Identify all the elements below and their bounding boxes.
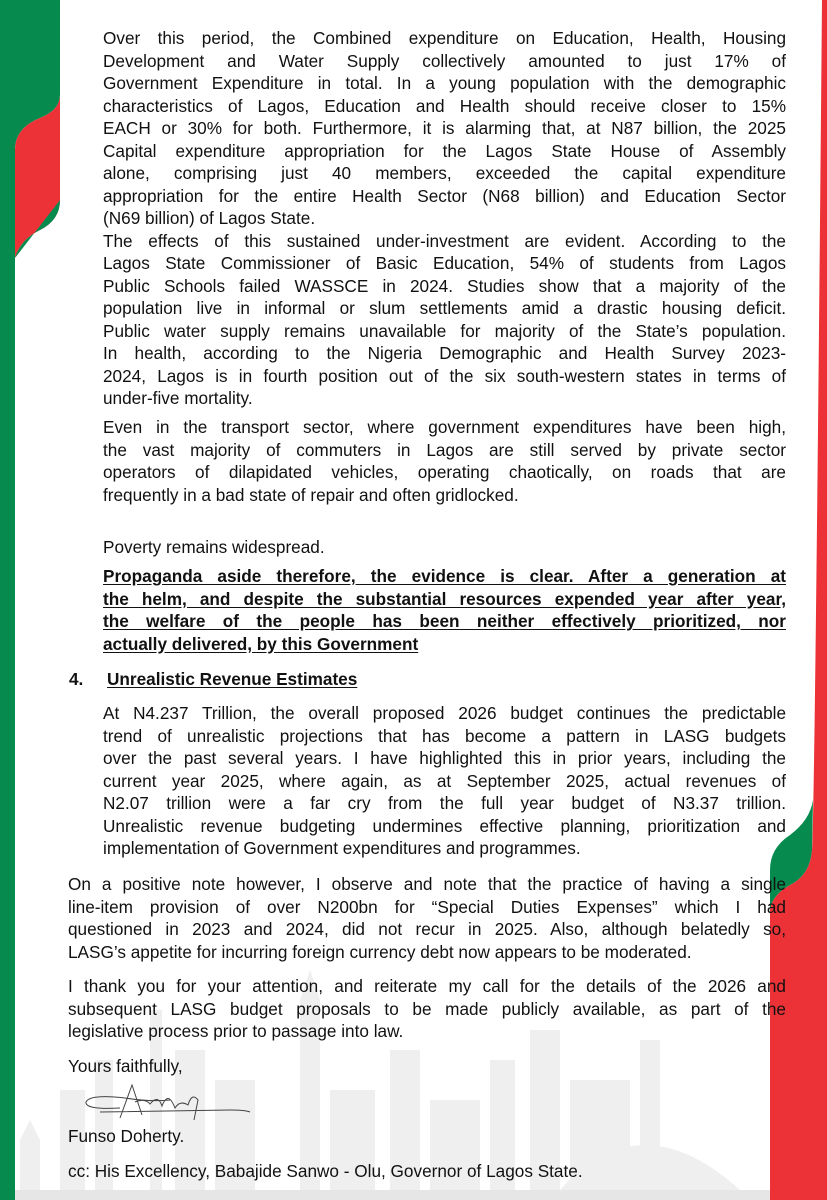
text-line: legislative process prior to passage into law. [68, 1021, 404, 1041]
text-line: population live in informal or slum settlements amid a drastic housing deficit. [103, 298, 786, 318]
text-line: questioned in 2023 and 2024, did not recur in 2025. Also, although belatedly so, [68, 919, 786, 939]
text-line: The effects of this sustained under-investment are evident. According to the [103, 230, 786, 251]
text-line: the helm, and despite the substantial resources expended year after year, [103, 588, 786, 609]
text-line: At N4.237 Trillion, the overall proposed 2026 budget continues the predictable [103, 703, 786, 723]
text-line: Funso Doherty. [68, 1126, 185, 1146]
paragraph-cc [68, 1160, 786, 1183]
text-line: Capital expenditure appropriation for the Lagos State House of Assembly [103, 140, 786, 161]
text-line: In health, according to the Nigeria Demographic and Health Survey 2023- [103, 343, 786, 363]
text-line: I thank you for your attention, and reiterate my call for the details of the 2026 and [68, 976, 786, 996]
paragraph-p7 [68, 873, 786, 963]
text-line: Even in the transport sector, where government expenditures have been high, [103, 417, 786, 437]
text-line: appropriation for the entire Health Sector (N68 billion) and Education Sector [103, 185, 786, 206]
text-line: operators of dilapidated vehicles, operating chaotically, on roads that are [103, 462, 786, 482]
text-line: frequently in a bad state of repair and often gridlocked. [103, 484, 519, 505]
text-line: subsequent LASG budget proposals to be made publicly available, as part of the [68, 998, 786, 1019]
paragraph-p1 [103, 27, 786, 230]
text-line: the vast majority of commuters in Lagos are still served by private sector [103, 439, 786, 460]
paragraph-p4 [103, 536, 786, 559]
text-line: implementation of Government expenditures and programmes. [103, 838, 581, 858]
paragraph-p5 [103, 565, 786, 655]
text-line: trend of unrealistic projections that has become a pattern in LASG budgets [103, 725, 786, 746]
text-line: Lagos State Commissioner of Basic Education, 54% of students from Lagos [103, 253, 786, 273]
text-line: Public Schools failed WASSCE in 2024. Studies show that a majority of the [103, 275, 786, 296]
text-line: N2.07 trillion were a far cry from the full year budget of N3.37 trillion. [103, 793, 786, 813]
text-line: over the past several years. I have highlighted this in prior years, including the [103, 748, 786, 768]
text-line: LASG’s appetite for incurring foreign currency debt now appears to be moderated. [68, 941, 692, 962]
text-line: Yours faithfully, [68, 1056, 183, 1076]
text-line: 2024, Lagos is in fourth position out of the six south-western states in terms of [103, 365, 786, 386]
text-line: cc: His Excellency, Babajide Sanwo - Olu, Governor of Lagos State. [68, 1161, 583, 1181]
paragraph-name [68, 1125, 786, 1148]
text-line: characteristics of Lagos, Education and Health should receive closer to 15% [103, 95, 786, 116]
text-line: Over this period, the Combined expenditure on Education, Health, Housing [103, 28, 786, 48]
section-title: Unrealistic Revenue Estimates [107, 669, 358, 689]
text-line: Government Expenditure in total. In a young population with the demographic [103, 73, 786, 93]
text-line: alone, comprising just 40 members, exceeded the capital expenditure [103, 163, 786, 183]
text-line: actually delivered, by this Government [103, 633, 419, 654]
text-line: Unrealistic revenue budgeting undermines effective planning, prioritization and [103, 815, 786, 836]
paragraph-p3 [103, 416, 786, 506]
text-line: (N69 billion) of Lagos State. [103, 208, 316, 228]
text-line: current year 2025, where again, as at September 2025, actual revenues of [103, 770, 786, 791]
text-line: Propaganda aside therefore, the evidence is clear. After a generation at [103, 566, 786, 586]
text-line: On a positive note however, I observe and note that the practice of having a single [68, 874, 786, 894]
section-number: 4. [69, 669, 84, 689]
signature [80, 1080, 255, 1125]
text-line: line-item provision of over N200bn for “Special Duties Expenses” which I had [68, 896, 786, 917]
text-line: Development and Water Supply collectively amounted to just 17% of [103, 50, 786, 71]
text-line: under-five mortality. [103, 388, 253, 408]
paragraph-closing [68, 1055, 786, 1078]
text-line: Public water supply remains unavailable for majority of the State’s population. [103, 320, 786, 341]
text-line: EACH or 30% for both. Furthermore, it is alarming that, at N87 billion, the 2025 [103, 118, 786, 138]
text-line: Poverty remains widespread. [103, 537, 325, 557]
paragraph-p2 [103, 230, 786, 410]
paragraph-p8 [68, 975, 786, 1043]
text-line: the welfare of the people has been neither effectively prioritized, nor [103, 611, 786, 631]
paragraph-p6 [103, 702, 786, 860]
left-flag-band [0, 0, 70, 1200]
